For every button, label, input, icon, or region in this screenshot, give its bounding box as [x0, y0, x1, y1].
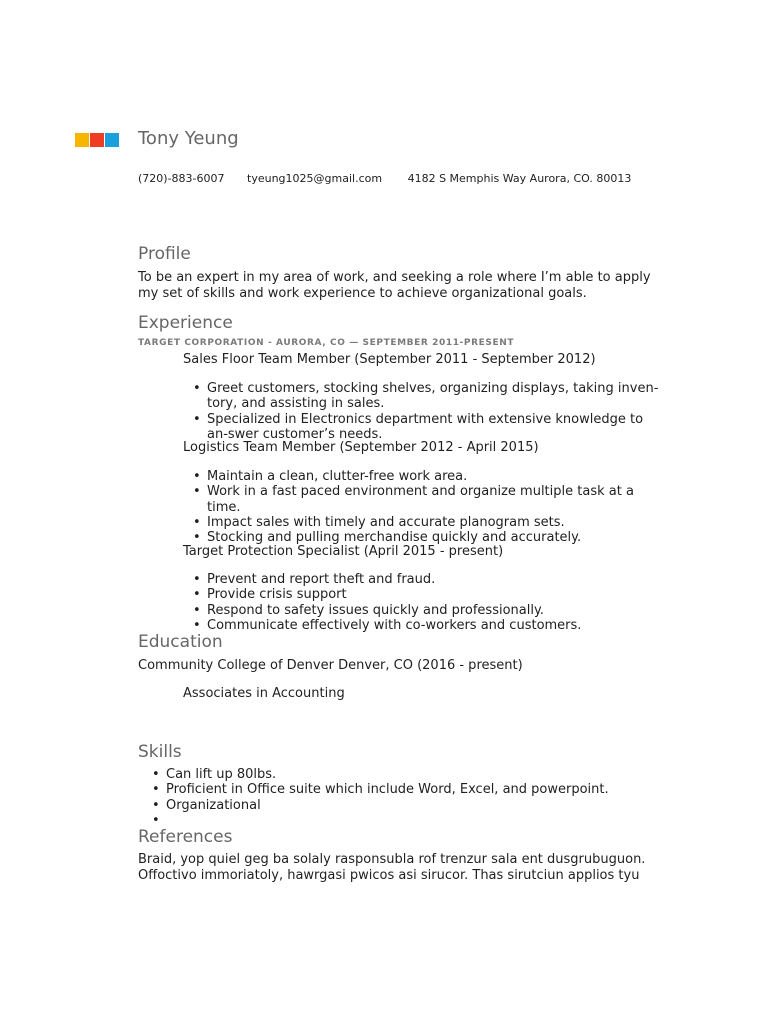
list-item: • Greet customers, stocking shelves, organizing displays, taking inven-tory, and assisting in sales.: [193, 381, 663, 412]
logo-square-red: [90, 133, 104, 147]
logo-square-blue: [105, 133, 119, 147]
skills-list: [152, 767, 672, 828]
list-item: • Can lift up 80lbs.: [152, 767, 672, 782]
list-item: • Proficient in Office suite which include Word, Excel, and powerpoint.: [152, 782, 672, 797]
role-title: Target Protection Specialist (April 2015 - present): [183, 544, 504, 559]
contact-address: 4182 S Memphis Way Aurora, CO. 80013: [407, 172, 632, 185]
list-item: • Impact sales with timely and accurate planogram sets.: [193, 515, 663, 530]
list-item: • Work in a fast paced environment and organize multiple task at a time.: [193, 484, 663, 515]
references-text: Braid, yop quiel geg ba solaly rasponsubla rof trenzur sala ent dusgrubuguon. Offoctivo immoriatoly, hawrgasi pwicos asi sirucor. Thas sirutciun applios tyu: [138, 852, 646, 883]
role-duties-list: [193, 381, 663, 442]
list-item: • Stocking and pulling merchandise quickly and accurately.: [193, 530, 663, 545]
list-item: [152, 813, 672, 828]
profile-text: To be an expert in my area of work, and seeking a role where I’m able to apply my set of skills and work experience to achieve organizational goals.: [138, 270, 651, 301]
employer-line: TARGET CORPORATION - AURORA, CO — SEPTEMBER 2011-PRESENT: [138, 338, 515, 348]
experience-heading: Experience: [138, 313, 233, 333]
resume-name: Tony Yeung: [138, 128, 239, 149]
references-heading: References: [138, 827, 233, 847]
role-duties-list: [193, 469, 663, 545]
list-item: • Prevent and report theft and fraud.: [193, 572, 663, 587]
list-item: • Provide crisis support: [193, 587, 663, 602]
list-item: • Respond to safety issues quickly and professionally.: [193, 603, 663, 618]
profile-heading: Profile: [138, 244, 191, 264]
list-item: • Communicate effectively with co-workers and customers.: [193, 618, 663, 633]
role-title: Sales Floor Team Member (September 2011 - September 2012): [183, 352, 596, 367]
education-degree: Associates in Accounting: [183, 686, 345, 701]
logo-square-yellow: [75, 133, 89, 147]
skills-heading: Skills: [138, 742, 182, 762]
role-title: Logistics Team Member (September 2012 - April 2015): [183, 440, 539, 455]
list-item: • Organizational: [152, 798, 672, 813]
logo: [75, 133, 119, 147]
education-heading: Education: [138, 632, 223, 652]
contact-phone: (720)-883-6007: [138, 172, 225, 185]
list-item: • Specialized in Electronics department with extensive knowledge to an-swer customer’s needs.: [193, 412, 663, 443]
contact-email: tyeung1025@gmail.com: [247, 172, 383, 185]
contact-line: [138, 172, 631, 185]
list-item: • Maintain a clean, clutter-free work area.: [193, 469, 663, 484]
role-duties-list: [193, 572, 663, 633]
education-school: Community College of Denver Denver, CO (2016 - present): [138, 658, 523, 673]
